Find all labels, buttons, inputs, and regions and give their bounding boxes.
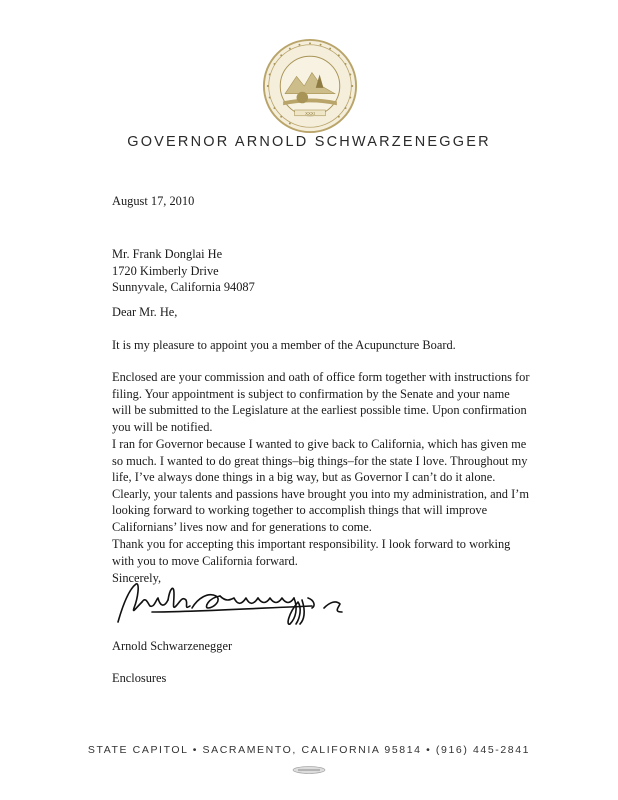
svg-text:XXXI: XXXI bbox=[305, 110, 315, 116]
signer-name: Arnold Schwarzenegger bbox=[112, 639, 233, 653]
handwritten-signature bbox=[112, 578, 382, 630]
recipient-street: 1720 Kimberly Drive bbox=[112, 263, 219, 278]
recipient-city: Sunnyvale, California 94087 bbox=[112, 280, 255, 295]
union-label-icon bbox=[292, 766, 326, 774]
paragraph: I ran for Governor because I wanted to give back to California, which has given me so much. I wanted to do great things–big things–for the state I love. Throughout my life, I’ve always done things in a big way, but as Governor I can’t do it alone. Clearly, your talents and passions have brought you into my administration, and I’m looking forward to working together to accomplish things that will improve Californians’ lives now and for generations to come. bbox=[112, 437, 529, 534]
paragraph: Thank you for accepting this important responsibility. I look forward to working with you to move California forward. bbox=[112, 537, 511, 568]
salutation: Dear Mr. He, bbox=[112, 305, 178, 319]
paragraph: Enclosed are your commission and oath of office form together with instructions for filing. Your appointment is subject to confirmation by the Senate and your name will be submitted to the Legislature at the earliest possible time. Upon confirmation you will be notified. bbox=[112, 370, 530, 434]
footer-address: STATE CAPITOL • SACRAMENTO, CALIFORNIA 95814 • (916) 445-2841 bbox=[87, 744, 531, 756]
recipient-address bbox=[112, 246, 532, 296]
recipient-name: Mr. Frank Donglai He bbox=[112, 247, 223, 261]
closing: Sincerely, bbox=[112, 571, 162, 585]
state-seal-icon bbox=[262, 38, 358, 134]
paragraph: It is my pleasure to appoint you a member of the Acupuncture Board. bbox=[112, 338, 456, 352]
enclosures-note: Enclosures bbox=[112, 671, 167, 685]
letterhead-title: GOVERNOR ARNOLD SCHWARZENEGGER bbox=[127, 134, 491, 150]
letter-date: August 17, 2010 bbox=[112, 194, 195, 208]
